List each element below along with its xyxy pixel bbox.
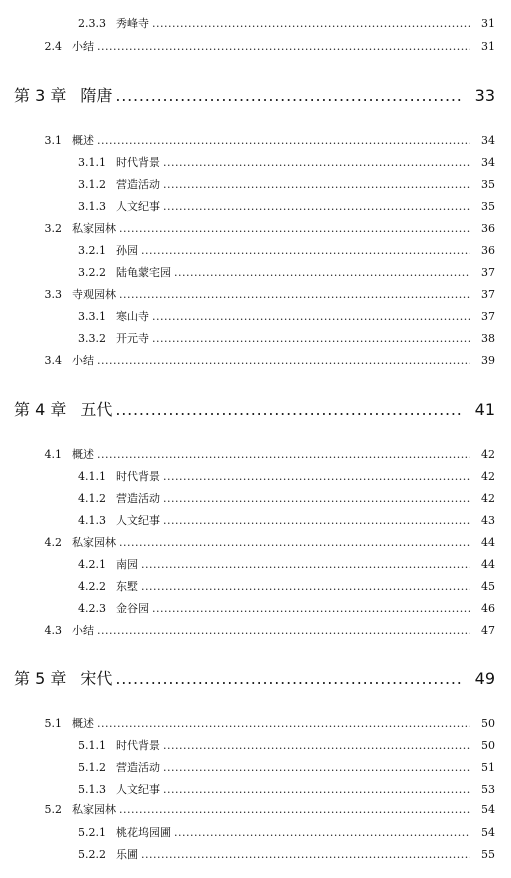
entry-title: 陆龟蒙宅园 [116, 266, 171, 279]
chapter-title: 五代 [80, 400, 113, 419]
toc-chapter-entry[interactable] [0, 395, 511, 425]
entry-number: 5.1 [44, 717, 62, 730]
chapter-title: 宋代 [80, 669, 113, 688]
toc-entry[interactable] [0, 445, 511, 465]
toc-entry[interactable] [0, 219, 511, 239]
entry-page: 54 [481, 803, 495, 816]
chapter-title: 隋唐 [80, 86, 113, 105]
dot-leader [152, 329, 470, 349]
dot-leader [152, 14, 470, 34]
entry-title: 东墅 [116, 580, 138, 593]
toc-entry[interactable] [0, 37, 511, 57]
entry-title: 小结 [72, 624, 94, 637]
entry-number: 5.2.2 [78, 848, 106, 861]
dot-leader [115, 395, 462, 425]
entry-title: 寒山寺 [116, 310, 149, 323]
toc-chapter-entry[interactable] [0, 81, 511, 111]
entry-page: 34 [481, 134, 495, 147]
toc-entry[interactable] [0, 307, 511, 327]
entry-page: 37 [481, 310, 495, 323]
toc-entry[interactable] [0, 511, 511, 531]
entry-title: 概述 [72, 717, 94, 730]
entry-number: 4.2.1 [78, 558, 106, 571]
entry-title: 小结 [72, 354, 94, 367]
toc-entry[interactable] [0, 329, 511, 349]
toc-entry[interactable] [0, 599, 511, 619]
entry-page: 44 [481, 536, 495, 549]
entry-number: 4.2.2 [78, 580, 106, 593]
entry-title: 孙园 [116, 244, 138, 257]
toc-entry[interactable] [0, 153, 511, 173]
entry-title: 开元寺 [116, 332, 149, 345]
entry-page: 44 [481, 558, 495, 571]
entry-page: 31 [481, 17, 495, 30]
chapter-number: 第 4 章 [14, 400, 67, 419]
toc-entry[interactable] [0, 800, 511, 820]
toc-entry[interactable] [0, 714, 511, 734]
entry-number: 4.1.1 [78, 470, 106, 483]
dot-leader [174, 823, 470, 843]
toc-entry[interactable] [0, 577, 511, 597]
entry-page: 51 [481, 761, 495, 774]
entry-title: 营造活动 [116, 178, 160, 191]
entry-number: 4.1.2 [78, 492, 106, 505]
toc-entry[interactable] [0, 533, 511, 553]
entry-number: 5.2 [44, 803, 62, 816]
dot-leader [152, 307, 470, 327]
entry-title: 概述 [72, 448, 94, 461]
entry-title: 私家园林 [72, 803, 116, 816]
entry-page: 47 [481, 624, 495, 637]
entry-number: 4.1 [44, 448, 62, 461]
dot-leader [119, 219, 470, 239]
dot-leader [152, 599, 470, 619]
entry-page: 45 [481, 580, 495, 593]
entry-title: 时代背景 [116, 156, 160, 169]
entry-title: 南园 [116, 558, 138, 571]
entry-title: 人文纪事 [116, 200, 160, 213]
toc-entry[interactable] [0, 621, 511, 641]
dot-leader [141, 845, 470, 865]
chapter-page: 41 [474, 400, 495, 419]
entry-page: 53 [481, 783, 495, 796]
dot-leader [97, 621, 470, 641]
toc-entry[interactable] [0, 845, 511, 865]
entry-title: 桃花坞园圃 [116, 826, 171, 839]
chapter-page: 33 [474, 86, 495, 105]
entry-number: 3.1 [44, 134, 62, 147]
entry-title: 时代背景 [116, 470, 160, 483]
entry-number: 3.2.2 [78, 266, 106, 279]
entry-page: 42 [481, 492, 495, 505]
entry-title: 人文纪事 [116, 783, 160, 796]
chapter-number: 第 3 章 [14, 86, 67, 105]
toc-entry[interactable] [0, 241, 511, 261]
toc-entry[interactable] [0, 285, 511, 305]
toc-entry[interactable] [0, 555, 511, 575]
entry-number: 5.1.3 [78, 783, 106, 796]
toc-entry[interactable] [0, 14, 511, 34]
entry-number: 5.1.1 [78, 739, 106, 752]
entry-number: 3.1.1 [78, 156, 106, 169]
toc-chapter-entry[interactable] [0, 664, 511, 694]
dot-leader [97, 37, 470, 57]
dot-leader [97, 131, 470, 151]
entry-page: 35 [481, 200, 495, 213]
dot-leader [141, 577, 470, 597]
entry-number: 3.3.2 [78, 332, 106, 345]
toc-entry[interactable] [0, 175, 511, 195]
entry-page: 36 [481, 222, 495, 235]
entry-title: 小结 [72, 40, 94, 53]
entry-number: 3.3.1 [78, 310, 106, 323]
entry-title: 营造活动 [116, 492, 160, 505]
toc-entry[interactable] [0, 758, 511, 778]
entry-page: 31 [481, 40, 495, 53]
dot-leader [163, 175, 470, 195]
entry-number: 3.4 [44, 354, 62, 367]
entry-title: 人文纪事 [116, 514, 160, 527]
toc-entry[interactable] [0, 823, 511, 843]
toc-entry[interactable] [0, 131, 511, 151]
entry-number: 4.2 [44, 536, 62, 549]
entry-number: 3.2 [44, 222, 62, 235]
toc-entry[interactable] [0, 197, 511, 217]
dot-leader [141, 555, 470, 575]
entry-page: 36 [481, 244, 495, 257]
dot-leader [141, 241, 470, 261]
entry-number: 2.3.3 [78, 17, 106, 30]
entry-title: 金谷园 [116, 602, 149, 615]
dot-leader [163, 511, 470, 531]
dot-leader [119, 285, 470, 305]
entry-number: 4.2.3 [78, 602, 106, 615]
entry-page: 39 [481, 354, 495, 367]
entry-number: 4.1.3 [78, 514, 106, 527]
dot-leader [163, 736, 470, 756]
dot-leader [119, 800, 470, 820]
entry-page: 38 [481, 332, 495, 345]
entry-page: 46 [481, 602, 495, 615]
dot-leader [115, 81, 462, 111]
dot-leader [97, 445, 470, 465]
entry-page: 43 [481, 514, 495, 527]
entry-title: 概述 [72, 134, 94, 147]
entry-page: 50 [481, 739, 495, 752]
entry-number: 3.1.3 [78, 200, 106, 213]
entry-title: 营造活动 [116, 761, 160, 774]
entry-page: 34 [481, 156, 495, 169]
entry-page: 50 [481, 717, 495, 730]
entry-title: 寺观园林 [72, 288, 116, 301]
entry-number: 4.3 [44, 624, 62, 637]
entry-page: 42 [481, 448, 495, 461]
dot-leader [174, 263, 470, 283]
toc-entry[interactable] [0, 351, 511, 371]
entry-page: 37 [481, 288, 495, 301]
entry-title: 私家园林 [72, 222, 116, 235]
dot-leader [163, 489, 470, 509]
dot-leader [163, 758, 470, 778]
toc-entry[interactable] [0, 467, 511, 487]
entry-number: 5.2.1 [78, 826, 106, 839]
chapter-page: 49 [474, 669, 495, 688]
entry-page: 35 [481, 178, 495, 191]
entry-number: 5.1.2 [78, 761, 106, 774]
entry-title: 秀峰寺 [116, 17, 149, 30]
entry-title: 乐圃 [116, 848, 138, 861]
dot-leader [163, 153, 470, 173]
dot-leader [163, 197, 470, 217]
entry-page: 55 [481, 848, 495, 861]
entry-title: 时代背景 [116, 739, 160, 752]
entry-page: 37 [481, 266, 495, 279]
entry-number: 3.3 [44, 288, 62, 301]
dot-leader [97, 714, 470, 734]
toc-entry[interactable] [0, 489, 511, 509]
toc-entry[interactable] [0, 780, 511, 800]
entry-title: 私家园林 [72, 536, 116, 549]
dot-leader [97, 351, 470, 371]
toc-entry[interactable] [0, 736, 511, 756]
toc-entry[interactable] [0, 263, 511, 283]
entry-page: 54 [481, 826, 495, 839]
chapter-number: 第 5 章 [14, 669, 67, 688]
dot-leader [119, 533, 470, 553]
dot-leader [163, 780, 470, 800]
entry-number: 3.2.1 [78, 244, 106, 257]
entry-page: 42 [481, 470, 495, 483]
entry-number: 2.4 [44, 40, 62, 53]
dot-leader [115, 664, 462, 694]
entry-number: 3.1.2 [78, 178, 106, 191]
dot-leader [163, 467, 470, 487]
